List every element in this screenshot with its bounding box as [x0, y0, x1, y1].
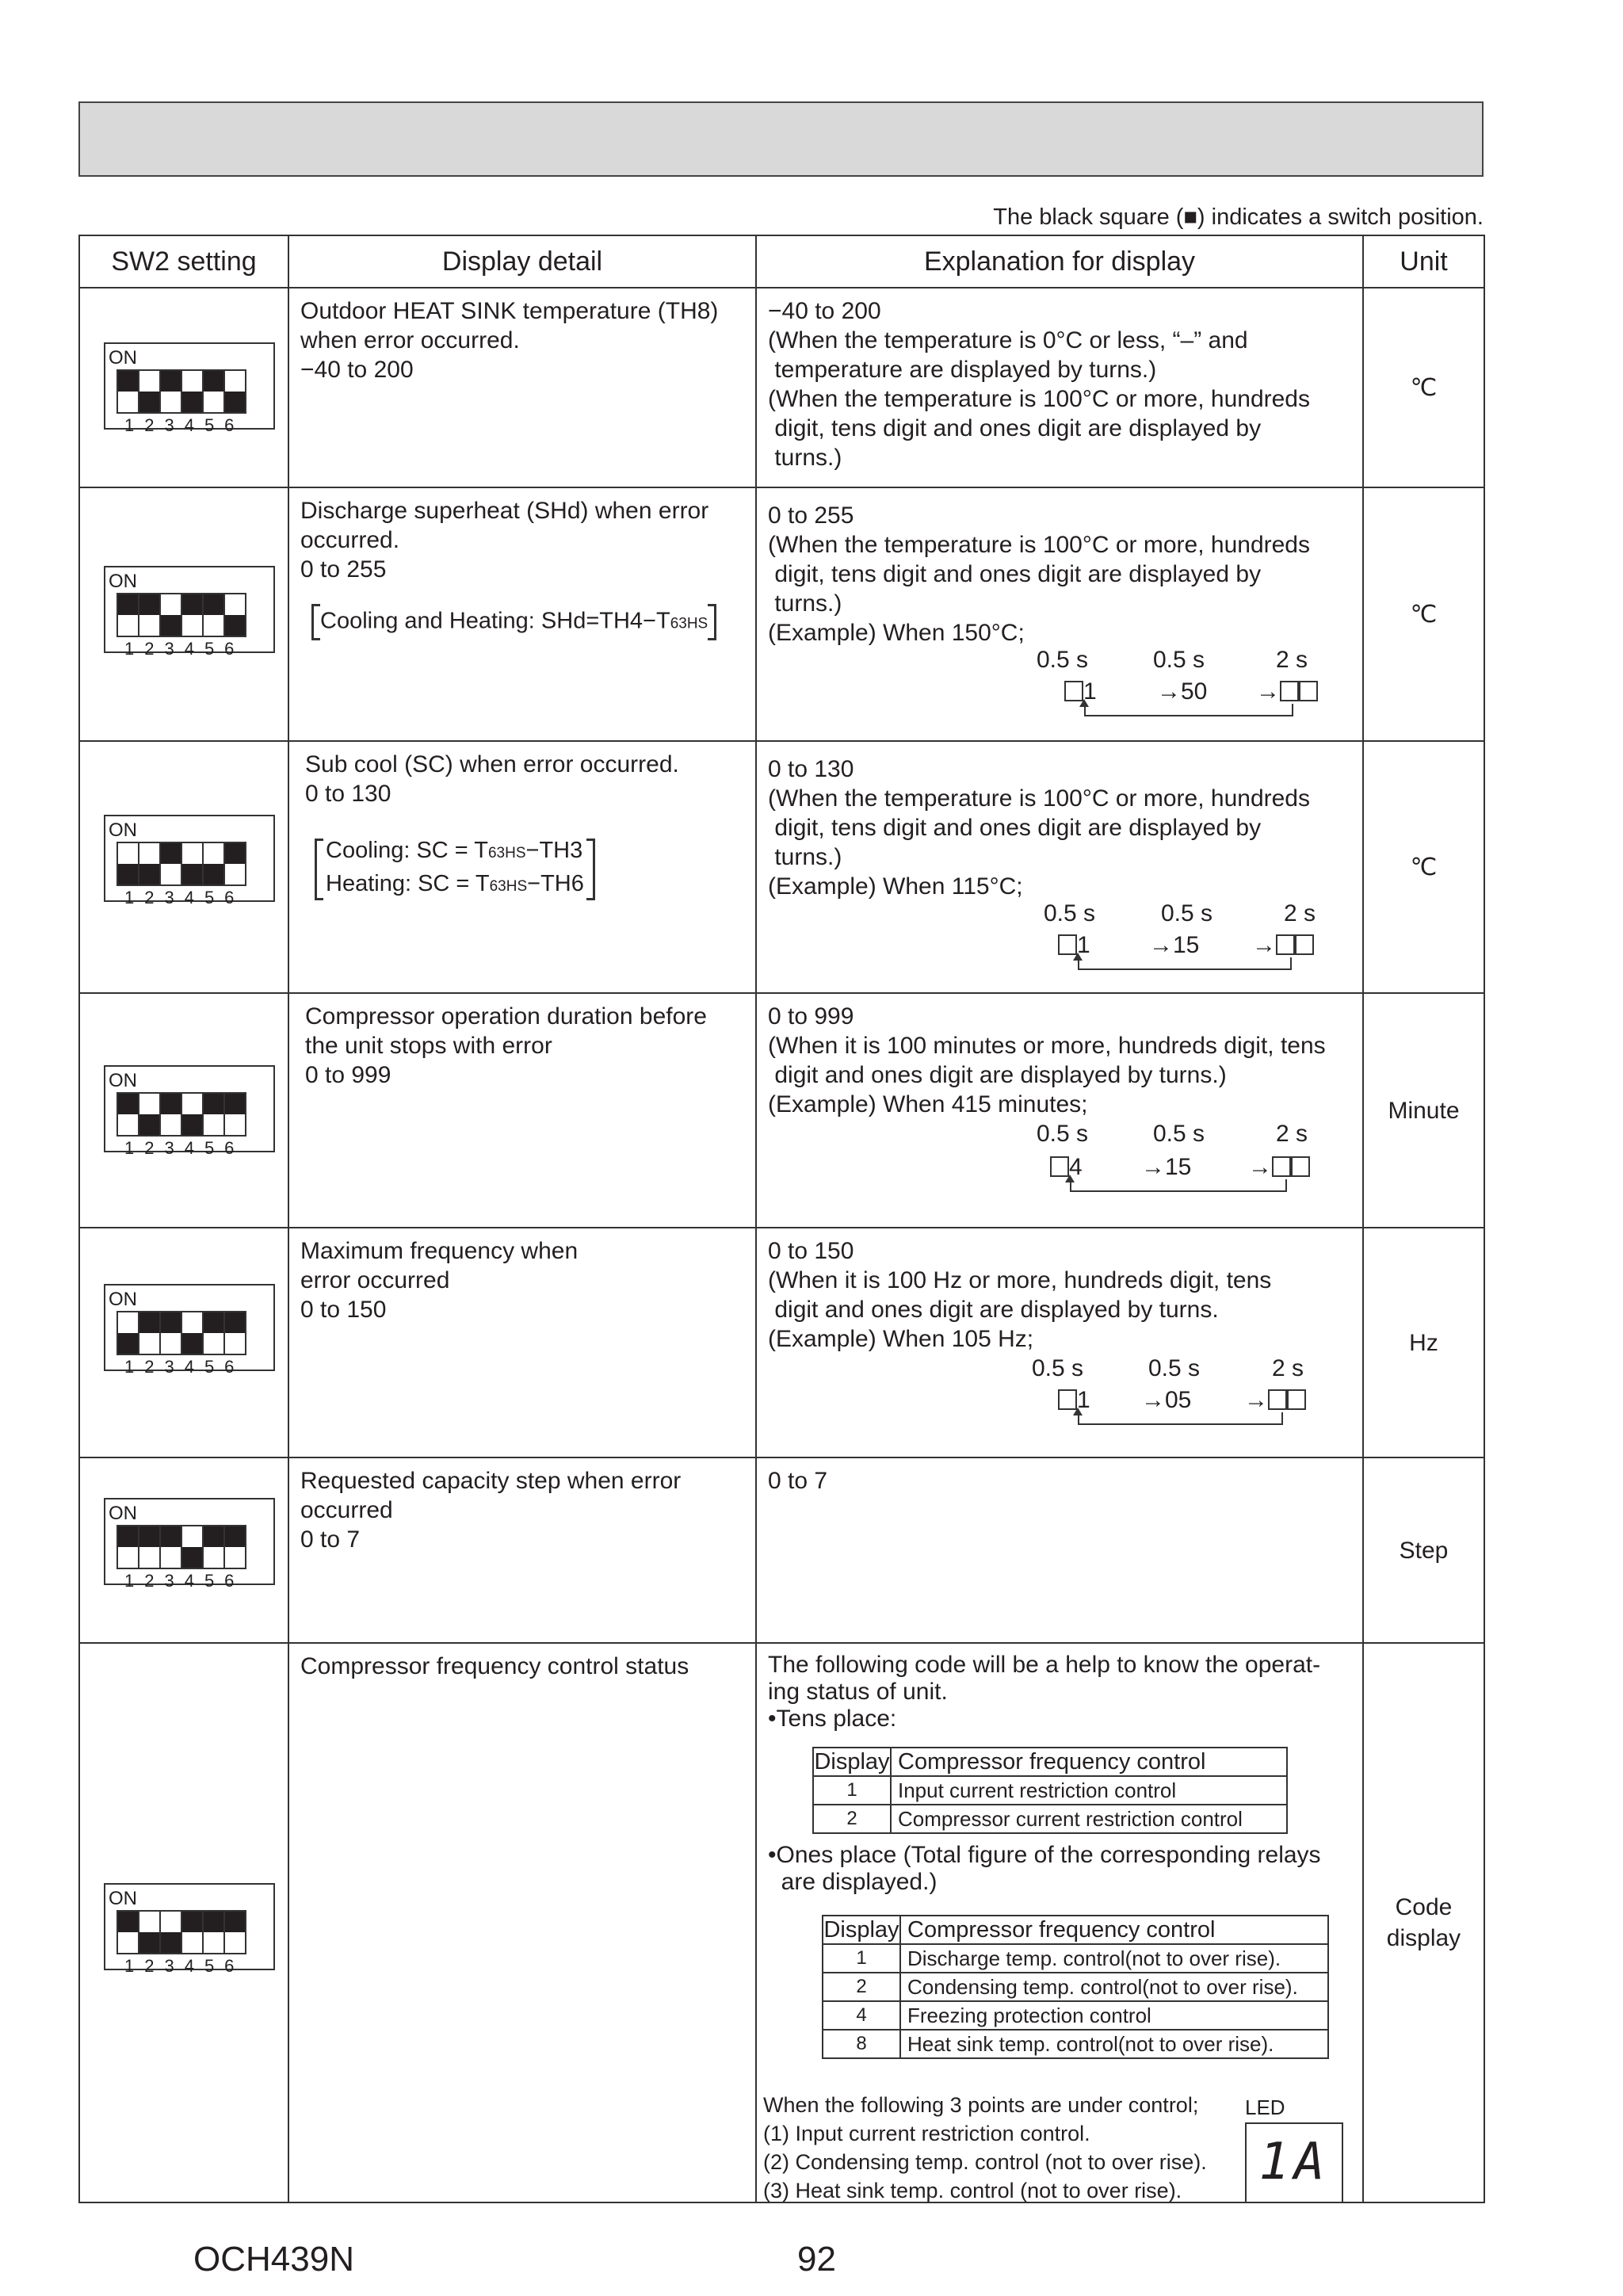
dip-switch-1 — [116, 1525, 139, 1569]
ones-text: •Ones place (Total figure of the corresponding relays are displayed.) — [768, 1842, 1321, 1895]
dip-switch-4 — [181, 842, 204, 886]
dip-numbers: 123456 — [124, 415, 245, 435]
dip-knob — [225, 615, 245, 636]
dip-knob — [139, 864, 159, 884]
dip-knob — [225, 1094, 245, 1114]
detail-cell — [288, 993, 756, 1228]
dip-knob — [204, 371, 223, 392]
dip-knob — [204, 594, 223, 615]
dip-knob — [182, 1333, 202, 1354]
dip-knob — [225, 843, 245, 864]
explanation-text: The following code will be a help to know the operat- ing status of unit. •Tens place: — [768, 1652, 1321, 1732]
header-bar — [78, 101, 1484, 177]
dip-knob — [161, 1932, 181, 1953]
dip-cell — [79, 741, 288, 993]
dip-knob — [182, 1547, 202, 1568]
loop-arrow — [1073, 953, 1083, 961]
dip-switch-4 — [181, 1910, 204, 1954]
seq-3: → — [1252, 932, 1314, 959]
time-1: 0.5 s — [1032, 1355, 1084, 1381]
dip-knob — [204, 1094, 223, 1114]
dip-knob — [161, 371, 181, 392]
tens-control: Input current restriction control — [891, 1776, 1287, 1805]
dip-switch — [104, 1065, 275, 1158]
dip-switch-5 — [202, 369, 225, 414]
dip-switch-6 — [223, 369, 246, 414]
time-2: 0.5 s — [1161, 900, 1213, 926]
dip-knob — [182, 1114, 202, 1135]
ones-display: 1 — [823, 1944, 900, 1973]
seq-1-value: 1 — [1083, 678, 1097, 705]
dip-switch — [104, 566, 275, 659]
dip-on-label: ON — [109, 1289, 137, 1310]
header-unit: Unit — [1363, 235, 1484, 288]
explanation-cell — [756, 993, 1363, 1228]
formula-main: Cooling and Heating: SHd=TH4−T — [320, 608, 670, 634]
header-sw2: SW2 setting — [79, 235, 288, 288]
loop-arrow — [1079, 699, 1089, 707]
seq-3: → — [1248, 1154, 1310, 1181]
dip-cell — [79, 1457, 288, 1643]
tens-table-head — [813, 1748, 1287, 1776]
unit-cell: ℃ — [1363, 288, 1484, 487]
dip-knob — [139, 1932, 159, 1953]
detail-text: Maximum frequency when error occurred 0 to 150 — [300, 1238, 579, 1323]
dip-switch-5 — [202, 1525, 225, 1569]
tens-display: 1 — [813, 1776, 891, 1805]
loop-line — [1078, 957, 1292, 970]
seq-3: → — [1244, 1387, 1306, 1414]
dip-cell — [79, 1228, 288, 1457]
seq-2-value: 15 — [1165, 1154, 1192, 1180]
dip-knob — [204, 1912, 223, 1932]
dip-switch-2 — [138, 842, 161, 886]
bracket-right — [708, 604, 716, 640]
dip-switch-3 — [159, 842, 182, 886]
dip-knob — [225, 1526, 245, 1547]
explanation-text: −40 to 200 (When the temperature is 0°C or less, “–” and temperature are displayed by turns.) (When the temperature is 100°C or more, hundreds digit, tens digit and ones digit are displayed by turns.) — [768, 298, 1310, 471]
dip-switch-1 — [116, 593, 139, 637]
detail-text: Compressor operation duration before the unit stops with error 0 to 999 — [305, 1003, 707, 1088]
dip-knob — [139, 1312, 159, 1333]
ones-head-display: Display — [823, 1916, 900, 1944]
led-display: 1A — [1245, 2122, 1343, 2203]
tens-control: Compressor current restriction control — [891, 1805, 1287, 1833]
dip-switch-6 — [223, 842, 246, 886]
dip-knob — [118, 1094, 138, 1114]
time-1: 0.5 s — [1037, 647, 1089, 673]
dip-switch-3 — [159, 369, 182, 414]
dip-cell — [79, 993, 288, 1228]
dip-knob — [118, 1333, 138, 1354]
dip-cell — [79, 487, 288, 741]
f1-pre: Cooling: SC = T — [326, 838, 488, 863]
f2-post: −TH6 — [527, 871, 584, 896]
dip-switch-row — [118, 842, 246, 886]
detail-cell — [288, 1457, 756, 1643]
dip-knob — [182, 594, 202, 615]
dip-switch-3 — [159, 593, 182, 637]
seq-2-value: 15 — [1173, 932, 1200, 958]
dip-knob — [118, 864, 138, 884]
blank-digit — [1287, 1389, 1306, 1410]
detail-text: Requested capacity step when error occurred 0 to 7 — [300, 1468, 682, 1553]
time-2: 0.5 s — [1153, 1121, 1205, 1147]
unit-cell: ℃ — [1363, 487, 1484, 741]
explanation-cell — [756, 741, 1363, 993]
dip-knob — [139, 1114, 159, 1135]
dip-numbers: 123456 — [124, 1571, 245, 1591]
tens-table-row — [813, 1776, 1287, 1805]
dip-knob — [161, 615, 181, 636]
ones-display: 2 — [823, 1973, 900, 2001]
dip-knob — [204, 1526, 223, 1547]
dip-knob — [161, 1526, 181, 1547]
table-row — [79, 1457, 1484, 1643]
dip-switch-row — [118, 369, 246, 414]
dip-switch-5 — [202, 1910, 225, 1954]
ones-control: Freezing protection control — [900, 2001, 1328, 2030]
formula-line-1 — [315, 835, 584, 869]
dip-switch-4 — [181, 1525, 204, 1569]
seq-2: →05 — [1141, 1387, 1192, 1413]
dip-on-label: ON — [109, 1888, 137, 1909]
dip-switch-1 — [116, 1910, 139, 1954]
dip-switch-row — [118, 593, 246, 637]
dip-switch-4 — [181, 593, 204, 637]
dip-switch-3 — [159, 1525, 182, 1569]
tens-head-display: Display — [813, 1748, 891, 1776]
table-row — [79, 1228, 1484, 1457]
f1-sub: 63HS — [487, 845, 526, 861]
ones-control: Condensing temp. control(not to over rise). — [900, 1973, 1328, 2001]
dip-switch — [104, 342, 275, 435]
dip-switch — [104, 1284, 275, 1377]
dip-cell — [79, 1643, 288, 2202]
explanation-text: 0 to 150 (When it is 100 Hz or more, hundreds digit, tens digit and ones digit are displayed by turns. (Example) When 105 Hz; — [768, 1238, 1272, 1352]
blank-digit — [1272, 1156, 1291, 1177]
dip-switch-1 — [116, 1311, 139, 1355]
explanation-text: 0 to 255 (When the temperature is 100°C or more, hundreds digit, tens digit and ones digit are displayed by turns.) (Example) When 150°C; — [768, 502, 1310, 646]
detail-cell — [288, 1643, 756, 2202]
dip-knob — [182, 864, 202, 884]
dip-switch — [104, 1883, 275, 1976]
explanation-text: 0 to 999 (When it is 100 minutes or more, hundreds digit, tens digit and ones digit are displayed by turns.) (Example) When 415 minutes; — [768, 1003, 1326, 1117]
ones-display: 8 — [823, 2030, 900, 2058]
dip-knob — [139, 392, 159, 412]
blank-digit — [1268, 1389, 1287, 1410]
tens-head-control: Compressor frequency control — [891, 1748, 1287, 1776]
detail-cell — [288, 487, 756, 741]
dip-switch-1 — [116, 842, 139, 886]
tens-display: 2 — [813, 1805, 891, 1833]
explanation-cell — [756, 1457, 1363, 1643]
time-1: 0.5 s — [1044, 900, 1096, 926]
seq-2: →15 — [1141, 1154, 1192, 1180]
ones-table-row — [823, 1944, 1328, 1973]
dip-switch-4 — [181, 1311, 204, 1355]
unit-cell: Step — [1363, 1457, 1484, 1643]
dip-knob — [225, 1312, 245, 1333]
dip-knob — [204, 864, 223, 884]
dip-knob — [161, 1312, 181, 1333]
points-text: When the following 3 points are under control; (1) Input current restriction control. (2) Condensing temp. control (not to over rise). (3) Heat sink temp. control (not to over rise). — [763, 2093, 1207, 2202]
ones-table-row — [823, 2030, 1328, 2058]
seq-2-value: 50 — [1181, 678, 1208, 705]
dip-knob — [139, 594, 159, 615]
seq-1-value: 1 — [1077, 1387, 1090, 1413]
blank-digit — [1299, 681, 1318, 701]
detail-text: Sub cool (SC) when error occurred. 0 to 130 — [305, 751, 679, 807]
seq-2: →15 — [1149, 932, 1200, 958]
dip-cell — [79, 288, 288, 487]
dip-on-label: ON — [109, 819, 137, 841]
dip-numbers: 123456 — [124, 1357, 245, 1377]
ones-display: 4 — [823, 2001, 900, 2030]
table-row — [79, 741, 1484, 993]
dip-switch-5 — [202, 593, 225, 637]
dip-switch-5 — [202, 842, 225, 886]
bracket-right — [586, 839, 595, 900]
dip-switch-row — [118, 1311, 246, 1355]
time-3: 2 s — [1276, 647, 1308, 673]
formula-sub: 63HS — [670, 615, 708, 632]
switch-note: The black square (■) indicates a switch position. — [993, 204, 1484, 230]
dip-knob — [161, 1094, 181, 1114]
explanation-cell — [756, 1228, 1363, 1457]
seq-2-value: 05 — [1165, 1387, 1192, 1413]
dip-knob — [118, 371, 138, 392]
loop-line — [1078, 1412, 1283, 1425]
dip-knob — [182, 1912, 202, 1932]
dip-switch-6 — [223, 1910, 246, 1954]
table-header-row — [79, 235, 1484, 288]
ones-table-row — [823, 2001, 1328, 2030]
header-detail: Display detail — [288, 235, 756, 288]
tens-table — [812, 1747, 1288, 1834]
detail-cell — [288, 288, 756, 487]
dip-on-label: ON — [109, 571, 137, 592]
dip-switch-2 — [138, 593, 161, 637]
dip-on-label: ON — [109, 347, 137, 369]
ones-head-control: Compressor frequency control — [900, 1916, 1328, 1944]
f2-sub: 63HS — [489, 878, 528, 895]
table-row — [79, 288, 1484, 487]
detail-cell — [288, 741, 756, 993]
explanation-cell — [756, 487, 1363, 741]
unit-cell — [1363, 1643, 1484, 2202]
f2-pre: Heating: SC = T — [326, 871, 490, 896]
detail-text: Compressor frequency control status — [300, 1653, 689, 1679]
loop-line — [1084, 704, 1293, 716]
detail-cell — [288, 1228, 756, 1457]
dip-switch-3 — [159, 1092, 182, 1137]
dip-switch-2 — [138, 1092, 161, 1137]
explanation-text: 0 to 7 — [768, 1468, 828, 1494]
dip-on-label: ON — [109, 1503, 137, 1524]
time-1: 0.5 s — [1037, 1121, 1089, 1147]
table-row — [79, 1643, 1484, 2202]
explanation-text: 0 to 130 (When the temperature is 100°C or more, hundreds digit, tens digit and ones digit are displayed by turns.) (Example) When 115°C; — [768, 756, 1310, 900]
blank-digit — [1291, 1156, 1310, 1177]
dip-switch-row — [118, 1092, 246, 1137]
ones-control: Discharge temp. control(not to over rise). — [900, 1944, 1328, 1973]
bracket-left — [311, 604, 320, 640]
page-number: 92 — [797, 2240, 836, 2279]
dip-numbers: 123456 — [124, 1138, 245, 1158]
seq-2: →50 — [1157, 678, 1208, 705]
dip-switch-row — [118, 1525, 246, 1569]
dip-knob — [118, 594, 138, 615]
dip-switch-4 — [181, 369, 204, 414]
seq-1-value: 1 — [1077, 932, 1090, 958]
dip-switch-6 — [223, 593, 246, 637]
dip-switch-row — [118, 1910, 246, 1954]
detail-text: Outdoor HEAT SINK temperature (TH8) when error occurred. −40 to 200 — [300, 298, 719, 383]
dip-knob — [118, 1912, 138, 1932]
formula-line-2 — [315, 869, 584, 902]
seq-3: → — [1256, 678, 1318, 705]
blank-digit — [1276, 934, 1295, 955]
header-explanation: Explanation for display — [756, 235, 1363, 288]
table-row — [79, 487, 1484, 741]
loop-arrow — [1073, 1408, 1083, 1415]
table-row — [79, 993, 1484, 1228]
blank-digit — [1280, 681, 1299, 701]
time-2: 0.5 s — [1153, 647, 1205, 673]
unit-cell: Minute — [1363, 993, 1484, 1228]
time-2: 0.5 s — [1148, 1355, 1201, 1381]
formula — [315, 835, 584, 902]
seq-1-value: 4 — [1069, 1154, 1083, 1180]
dip-switch-4 — [181, 1092, 204, 1137]
time-3: 2 s — [1276, 1121, 1308, 1147]
detail-text: Discharge superheat (SHd) when error occurred. 0 to 255 — [300, 498, 709, 583]
dip-switch-6 — [223, 1525, 246, 1569]
dip-on-label: ON — [109, 1070, 137, 1091]
dip-knob — [182, 392, 202, 412]
explanation-cell — [756, 288, 1363, 487]
dip-switch-6 — [223, 1092, 246, 1137]
dip-numbers: 123456 — [124, 639, 245, 659]
dip-switch-2 — [138, 369, 161, 414]
dip-numbers: 123456 — [124, 888, 245, 907]
ones-table-row — [823, 1973, 1328, 2001]
loop-arrow — [1065, 1175, 1075, 1182]
dip-switch-3 — [159, 1910, 182, 1954]
dip-switch-6 — [223, 1311, 246, 1355]
unit-cell: ℃ — [1363, 741, 1484, 993]
blank-digit — [1295, 934, 1314, 955]
model-number: OCH439N — [193, 2240, 354, 2279]
dip-switch-1 — [116, 1092, 139, 1137]
time-3: 2 s — [1272, 1355, 1304, 1381]
dip-knob — [225, 392, 245, 412]
dip-knob — [118, 1526, 138, 1547]
bracket-left — [315, 839, 323, 900]
dip-switch-2 — [138, 1311, 161, 1355]
ones-control: Heat sink temp. control(not to over rise). — [900, 2030, 1328, 2058]
dip-switch-5 — [202, 1092, 225, 1137]
dip-switch-2 — [138, 1910, 161, 1954]
dip-knob — [225, 1912, 245, 1932]
time-3: 2 s — [1284, 900, 1316, 926]
formula — [311, 604, 716, 640]
ones-table-head — [823, 1916, 1328, 1944]
dip-numbers: 123456 — [124, 1956, 245, 1976]
explanation-cell — [756, 1643, 1363, 2202]
dip-switch-5 — [202, 1311, 225, 1355]
tens-table-row — [813, 1805, 1287, 1833]
loop-line — [1070, 1179, 1287, 1192]
led-label: LED — [1245, 2095, 1285, 2119]
dip-knob — [161, 843, 181, 864]
dip-switch-1 — [116, 369, 139, 414]
dip-knob — [139, 1526, 159, 1547]
dip-switch — [104, 815, 275, 907]
ones-table — [822, 1915, 1329, 2059]
dip-switch-3 — [159, 1311, 182, 1355]
unit-cell: Hz — [1363, 1228, 1484, 1457]
unit-text: Code display — [1386, 1894, 1461, 1951]
dip-switch — [104, 1498, 275, 1591]
f1-post: −TH3 — [525, 838, 583, 863]
dip-knob — [204, 1312, 223, 1333]
dip-switch-2 — [138, 1525, 161, 1569]
sw2-table — [78, 235, 1485, 2203]
